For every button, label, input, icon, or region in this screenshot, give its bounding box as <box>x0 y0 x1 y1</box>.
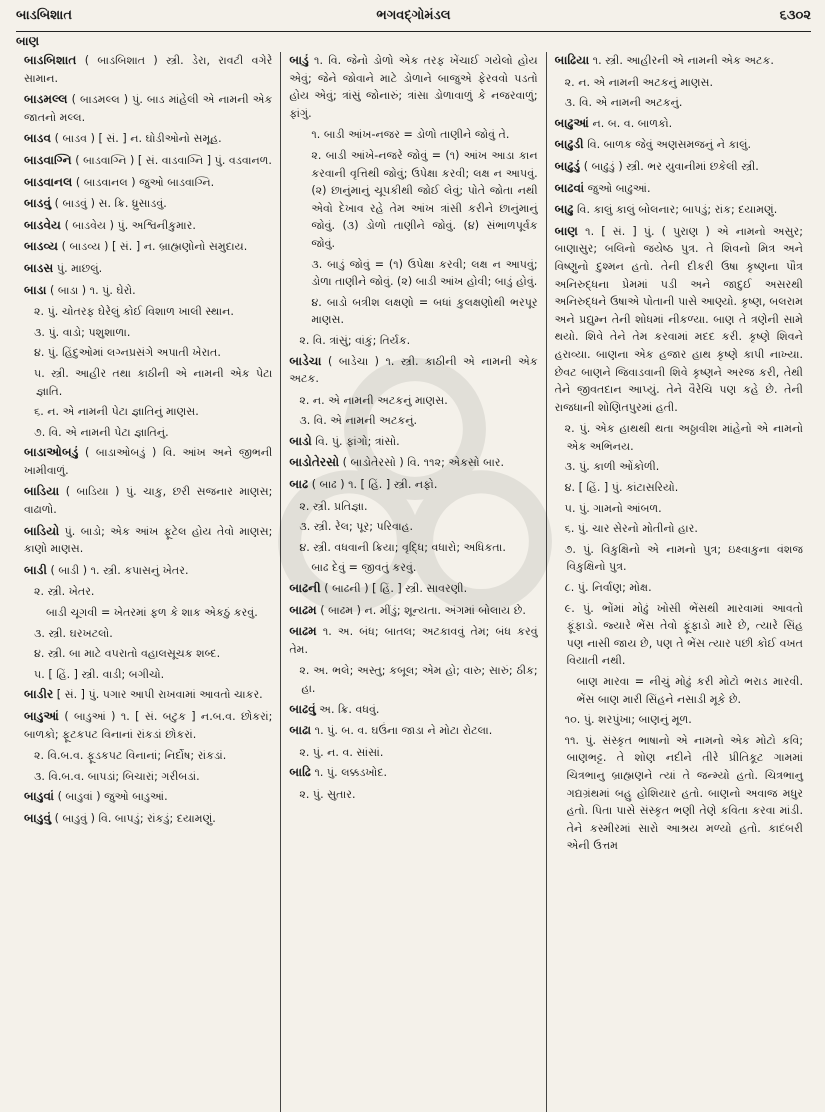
entry-headword: બાડેચા <box>289 353 322 368</box>
entry-definition: ૧. પું. લક્કડખોદ. <box>310 766 388 780</box>
sense-entry: ૨. પું. એક હાથથી થતા અઠ્ઠાવીશ માંહેનો એ નામનો એક અભિનય. <box>564 422 803 453</box>
entry-headword: બાડવ <box>24 131 52 146</box>
entry-headword: બાડુઆં <box>24 709 59 723</box>
sense-entry: ૪. પું. હિંદુઓમાં લગ્નપ્રસંગે અપાતી ખેરાત. <box>34 346 221 360</box>
dictionary-entry <box>24 130 272 148</box>
dictionary-entry <box>24 810 272 828</box>
dictionary-entry <box>555 158 803 176</box>
entry-headword: બાઢવાં <box>554 180 585 195</box>
entry-headword: બાડો <box>289 433 312 448</box>
entry-headword: બાડસ <box>24 260 54 275</box>
entry-definition: ( બાડેચા ) ૧. સ્ત્રી. કાઠીની એ નામની એક અટક. <box>289 354 538 386</box>
sense-entry: ૩. પું. કાળી ઓંકોળી. <box>564 460 660 474</box>
sense-entry: ૩. સ્ત્રી. રેલ; પૂર; પરિવાહ. <box>299 520 413 534</box>
dictionary-entry <box>289 602 537 620</box>
dictionary-entry <box>24 174 272 192</box>
entry-definition: ( બાડવેય ) પું. અશ્વિનીકુમાર. <box>61 218 196 232</box>
sense-entry: ૨. વિ. ત્રાંસું; વાંકું; તિર્યક. <box>299 333 411 347</box>
entry-definition: ( બાડુવાં ) જુઓ બાડુઆં. <box>54 790 168 804</box>
dictionary-entry <box>289 623 537 658</box>
column-1 <box>16 52 280 1112</box>
entry-headword: બાડવું <box>24 196 52 211</box>
dictionary-entry <box>24 152 272 170</box>
dictionary-entry <box>289 454 537 472</box>
entry-definition: ( બાડવાનલ ) જુઓ બાડવાગ્નિ. <box>72 175 215 189</box>
dictionary-entry <box>555 115 803 133</box>
entry-headword: બાડમલ્લ <box>24 92 68 107</box>
dictionary-entry <box>555 52 803 70</box>
sense-entry: ૧૧. પું. સંસ્કૃત ભાષાનો એ નામનો એક મોટો કવિ; બાણભટ્ટ. તે શોણ નદીને તીરે પ્રીતિકૂટ ગામમાં ચિત્રભાનુ બ્રાહ્મણને ત્યાં તે જન્મ્યો હતો. ચિત્રભાનુ ગદ્યગ્રંથમાં બહુ હોશિયાર હતો. બાણનો અવાજ મધુર હતો. પિતા પાસે સંસ્કૃત ભણી તેણે કવિતા કરવા માંડી. તેને કસ્મીરમાં સારો આશ્રય મળ્યો હતો. કાદંબરી એની ઉત્તમ <box>564 733 803 853</box>
entry-definition: ( બાડબિશાત ) સ્ત્રી. ડેરા, રાવટી વગેરે સામાન. <box>24 54 273 85</box>
sense-entry: ૭. પું. વિકુક્ષિનો એ નામનો પુત્ર; ઇક્ષ્વાકુના વંશજ વિકુક્ષિનો પુત્ર. <box>564 542 803 574</box>
entry-definition: પું. માછલું. <box>53 261 103 275</box>
entry-definition: જુઓ બાઢુઆં. <box>584 181 651 195</box>
entry-definition: ( બાડોતેરસો ) વિ. ૧૧૨; એકસો બાર. <box>339 456 505 470</box>
page-number: ૬૩૦૨ <box>779 8 811 23</box>
sense-entry: ૩. પું. વાડો; પશુશાળા. <box>34 325 131 339</box>
dictionary-entry <box>289 52 537 122</box>
entry-headword: બાડાઓબડું <box>24 445 79 460</box>
phrase-entry: ૧. બાડી આંખ-નજર = ડોળો તાણીને જોવું તે. <box>311 128 510 142</box>
dictionary-entry <box>24 217 272 235</box>
dictionary-entry <box>289 764 537 782</box>
phrase-entry: ૩. બાડું જોવું = (૧) ઉપેક્ષા કરવી; લક્ષ ન આપવું; ડોળા તાણીને જોવું. (૨) બાડી આંખ હોવી; બાડું હોવું. <box>311 257 538 289</box>
sense-entry: ૧૦. પું. શરપુંખા; બાણનું મૂળ. <box>564 713 692 727</box>
dictionary-entry <box>555 136 803 154</box>
phrase-entry: ૪. બાડો બત્રીશ લક્ષણો = બધાં કુલક્ષણોથી ભરપૂર માણસ. <box>311 295 538 327</box>
header-title: ભગવદ્‌ગોમંડલ <box>376 8 451 23</box>
sense-entry: ૨. અ. ભલે; અસ્તુ; કબૂલ; એમ હો; વારુ; સારું; ઠીક; હા. <box>299 664 538 695</box>
entry-definition: ( બાડા ) ૧. પું. ઘેરો. <box>46 283 136 297</box>
entry-definition: ૧. અ. બંધ; બાતલ; અટકાવવું તેમ; બંધ કરવું તેમ. <box>289 625 538 656</box>
entry-definition: ( બાડુઆં ) ૧. [ સં. બટુક ] ન.બ.વ. છોકરાં; બાળકો; ફૂટકપટ વિનાનાં રાંકડાં છોકરાં. <box>24 710 273 741</box>
entry-headword: બાઢુડું <box>554 158 581 173</box>
sense-entry: ૪. [ હિં. ] પું. કાંટાસરિયો. <box>564 481 679 495</box>
entry-definition: વિ. કાલું કાલું બોલનાર; બાપડું; રાંક; દયામણું. <box>573 203 778 217</box>
sense-entry: ૩. સ્ત્રી. ઘરખટલો. <box>34 626 113 640</box>
column-3 <box>546 52 811 1112</box>
entry-headword: બાઢુ <box>554 202 574 217</box>
entry-headword: બાડા <box>24 282 47 297</box>
entry-headword: બાઢમ <box>289 624 317 639</box>
entry-definition: અ. ક્રિ. વધવું. <box>315 702 380 716</box>
entry-headword: બાડું <box>289 53 309 67</box>
dictionary-entry <box>289 353 537 388</box>
running-header <box>16 8 811 30</box>
entry-definition: ( બાઢમ ) ન. મીંડું; શૂન્યતા. અંગમાં બોલાય છે. <box>316 603 526 617</box>
dictionary-entry <box>24 686 272 704</box>
dictionary-entry <box>24 788 272 806</box>
entry-definition: [ સં. ] પું. પગાર આપી રાખવામાં આવતો ચાકર. <box>53 688 263 702</box>
entry-headword: બાઢની <box>289 581 321 596</box>
entry-definition: ૧. [ સં. ] પું. ( પુરાણ ) એ નામનો અસુર; બાણાસુર; બલિનો જયેષ્ઠ પુત્ર. તે શિવનો મિત્ર અને વિષ્ણુનો દુશ્મન હતો. તેની દીકરી ઉષા કૃષ્ણના પૌત્ર અનિરુદ્ધના પ્રેમમાં પડી અને જાદુઈ અસરથી અનિરુદ્ધને ઉષાએ પોતાની પાસે આણ્યો. કૃષ્ણ, બલરામ અને પ્રદ્યુમ્ન તેની શોધમાં નીકળ્યા. બાણ તે ત્રણેની સામે થયો. શિવે તેને તેમ કરવામાં મદદ કરી. કૃષ્ણે શિવને હરાવ્યા. બાણના એક હજાર હાથ કૃષ્ણે કાપી નાખ્યા. છેવટ બાણને જિવાડવાની શિવે કૃષ્ણને અરજ કરી, તેથી તેને જીવતદાન આપ્યું. તેને વૈરેચિ પણ કહે છે. તેની રાજધાની શોણિતપુરમાં હતી. <box>554 224 803 414</box>
entry-headword: બાડીર <box>24 687 54 702</box>
dictionary-entry <box>289 701 537 719</box>
dictionary-entry <box>24 52 272 87</box>
dictionary-entry <box>24 195 272 213</box>
entry-headword: બાડુવું <box>24 810 52 825</box>
entry-headword: બાણ <box>554 223 579 238</box>
sense-entry: ૫. [ હિં. ] સ્ત્રી. વાડી; બગીચો. <box>34 667 165 681</box>
entry-headword: બાડવાનલ <box>24 174 73 189</box>
dictionary-entry <box>289 580 537 598</box>
entry-definition: ( બાડવાગ્નિ ) [ સં. વાડવાગ્નિ ] પું. વડવાનળ. <box>71 153 272 167</box>
entry-headword: બાડિયો <box>24 523 60 538</box>
entry-definition: ૧. વિ. જેનો ડોળો એક તરફ ખેંચાઈ ગયેલો હોય એવું; જેને જોવાને માટે ડોળાને બાજુએ ફેરવવો પડતો હોય એવું; ત્રાંસું જોનારું; ત્રાંસા ડોળાવાળું કે નજરવાળું; ફાંગું. <box>289 54 538 120</box>
dictionary-entry <box>289 476 537 494</box>
dictionary-entry <box>555 201 803 219</box>
sense-entry: ૪. સ્ત્રી. વધવાની ક્રિયા; વૃદ્ધિ; વધારો; અધિકતા. <box>299 540 506 554</box>
entry-headword: બાઢા <box>289 723 312 738</box>
sense-entry: ૨. વિ.બ.વ. ફૂડકપટ વિનાનાં; નિર્દોષ; રાંકડાં. <box>34 749 227 763</box>
dictionary-entry <box>24 483 272 518</box>
dictionary-entry <box>24 91 272 126</box>
phrase-entry: ૨. બાડી આંખે-નજરે જોવું = (૧) આંખ આડા કાન કરવાની વૃત્તિથી જોવું; ઉપેક્ષા કરવી; લક્ષ ન આપવું. (૨) છાનુંમાનું ચૂપકીથી જોઈ લેવું; પોતે જોતા નથી એવો દેખાવ રહે તેમ આંખ ત્રાંસી કરીને છાનુંમાનું જોવું. (૩) ડોળો તાણીને જોવું. (૪) સંભાળપૂર્વક જોવું. <box>311 148 538 250</box>
entry-definition: ( બાડવ ) [ સં. ] ન. ઘોડીઓનો સમૂહ. <box>51 132 222 146</box>
entry-headword: બાડુવાં <box>24 789 55 804</box>
sense-entry: ૫. સ્ત્રી. આહીર તથા કાઠીની એ નામની એક પેટા જ્ઞાતિ. <box>34 366 273 398</box>
sense-entry: ૬. ન. એ નામની પેટા જ્ઞાતિનું માણસ. <box>34 405 199 419</box>
entry-headword: બાઢ <box>289 477 309 492</box>
sense-entry: ૩. વિ. એ નામની અટકનું. <box>564 96 683 110</box>
dictionary-entry <box>24 708 272 743</box>
dictionary-entry <box>24 238 272 256</box>
entry-definition: ન. બ. વ. બાળકો. <box>589 116 673 130</box>
dictionary-entry <box>24 260 272 278</box>
sense-entry: ૫. પું. ગામનો આંબળ. <box>564 501 662 515</box>
entry-definition: ( બાડી ) ૧. સ્ત્રી. કપાસનું ખેતર. <box>46 563 189 577</box>
entry-definition: ( બાઢુડું ) સ્ત્રી. ભર યુવાનીમાં છકેલી સ્ત્રી. <box>580 159 759 173</box>
dictionary-entry <box>289 433 537 451</box>
sense-entry: ૪. સ્ત્રી. બા માટે વપરાતો વહાલસૂચક શબ્દ. <box>34 647 221 661</box>
entry-definition: ( બાડમલ્લ ) પું. બાડ માંહેલી એ નામની એક જાતનો મલ્લ. <box>24 93 273 124</box>
entry-definition: પું. બાડો; એક આંખ ફૂટેલ હોય તેવો માણસ; કાણો માણસ. <box>24 524 273 556</box>
sense-entry: ૬. પું. ચાર સેરનો મોતીનો હાર. <box>564 522 698 536</box>
entry-definition: વિ. બાળક જેવું અણસમજનું ને કાલું. <box>583 138 751 152</box>
dictionary-entry <box>24 562 272 580</box>
sense-entry: ૮. પું. નિર્વાણ; મોક્ષ. <box>564 581 652 595</box>
entry-headword: બાડવેય <box>24 217 62 232</box>
entry-headword: બાડોતેરસો <box>289 455 340 470</box>
dictionary-entry <box>24 282 272 300</box>
sense-entry: ૭. વિ. એ નામની પેટા જ્ઞાતિનું. <box>34 425 169 439</box>
entry-headword: બાઢિયા <box>554 53 590 67</box>
sense-entry: ૩. વિ.બ.વ. બાપડાં; બિચારાં; ગરીબડાં. <box>34 769 200 783</box>
header-rule <box>16 31 811 32</box>
dictionary-entry <box>555 180 803 198</box>
entry-headword: બાઢુડી <box>554 137 584 152</box>
sense-entry: ૯. પું. ભોંમાં મોઢું ખોસી ભેંસથી મારવામાં આવતો ફૂંફાડો. જ્યારે ભેંસ તેવો ફૂંફાડો મારે છે, ત્યારે સિંહ પણ નાસી જાય છે, પણ તે ભેંસ ત્યાર પછી કોઈ વખત વિયાતી નથી. <box>564 601 803 668</box>
dictionary-entry <box>24 444 272 479</box>
sense-entry: ૨. ન. એ નામની અટકનું માણસ. <box>564 75 714 89</box>
dictionary-entry <box>289 722 537 740</box>
entry-definition: ૧. પું. બ. વ. ઘઉંના જાડા ને મોટા રોટલા. <box>311 724 493 738</box>
entry-headword: બાડી <box>24 562 47 577</box>
entry-definition: ( બાડવ્ય ) [ સં. ] ન. બ્રાહ્મણોનો સમુદાય. <box>58 240 248 254</box>
entry-headword: બાઢવું <box>289 701 316 716</box>
header-left-guideword: બાડબિશાત <box>16 8 72 23</box>
columns <box>16 52 811 1112</box>
sense-entry: ૨. પું. ચોતરફ ઘેરેલું કોઈ વિશાળ ખાલી સ્થાન. <box>34 305 234 319</box>
entry-definition: ( બાડાઓબડું ) વિ. આંખ અને જીભની ખામીવાળું. <box>24 446 273 477</box>
entry-definition: વિ. પું. ફાંગો; ત્રાંસો. <box>311 434 400 448</box>
entry-definition: ( બાડુવું ) વિ. બાપડું; રાંકડું; દયામણું. <box>51 811 216 825</box>
dictionary-entry <box>24 523 272 558</box>
phrase-entry: બાડી ચૂગવી = ખેતરમાં ફળ કે શાક એકઠું કરવું. <box>46 606 258 620</box>
entry-headword: બાડવાગ્નિ <box>24 152 72 167</box>
dictionary-entry <box>555 223 803 417</box>
entry-definition: ( બાડવું ) સ. ક્રિ. ધ્રુસાડવું. <box>51 197 167 211</box>
entry-headword: બાડબિશાત <box>24 53 77 67</box>
entry-headword: બાઢિ <box>289 765 311 780</box>
sense-entry: ૩. વિ. એ નામની અટકનું. <box>299 414 418 428</box>
entry-definition: ૧. સ્ત્રી. આહીરની એ નામની એક અટક. <box>589 54 774 67</box>
entry-definition: ( બાઢ ) ૧. [ હિં. ] સ્ત્રી. નફો. <box>308 478 438 492</box>
entry-headword: બાડવ્ય <box>24 239 59 254</box>
entry-headword: બાઢમ <box>289 602 317 617</box>
sense-entry: ૨. ન. એ નામની અટકનું માણસ. <box>299 393 448 407</box>
phrase-entry: બાણ મારવા = નીચું મોઢું કરી મોટો ભરાડ મારવી. ભેંસ બાણ મારી સિંહને નસાડી મૂકે છે. <box>576 675 803 706</box>
sense-entry: ૨. સ્ત્રી. ખેતર. <box>34 585 95 599</box>
sense-entry: ૨. પું. સુતાર. <box>299 787 356 801</box>
entry-definition: ( બાડિયા ) પું. ચાકુ, છરી સજનાર માણસ; વાઢાળો. <box>24 485 273 517</box>
guide-word: બાણ <box>16 34 40 48</box>
entry-headword: બાઢુઆં <box>554 115 589 130</box>
entry-definition: ( બાઢની ) [ હિં. ] સ્ત્રી. સાવરણી. <box>320 582 468 596</box>
column-2 <box>280 52 545 1112</box>
entry-headword: બાડિયા <box>24 484 60 499</box>
phrase-entry: બાઢ દેવું = જીવતું કરવું. <box>311 561 417 575</box>
sense-entry: ૨. પું. ન. વ. સાંસાં. <box>299 745 384 759</box>
sense-entry: ૨. સ્ત્રી. પ્રતિજ્ઞા. <box>299 499 368 513</box>
